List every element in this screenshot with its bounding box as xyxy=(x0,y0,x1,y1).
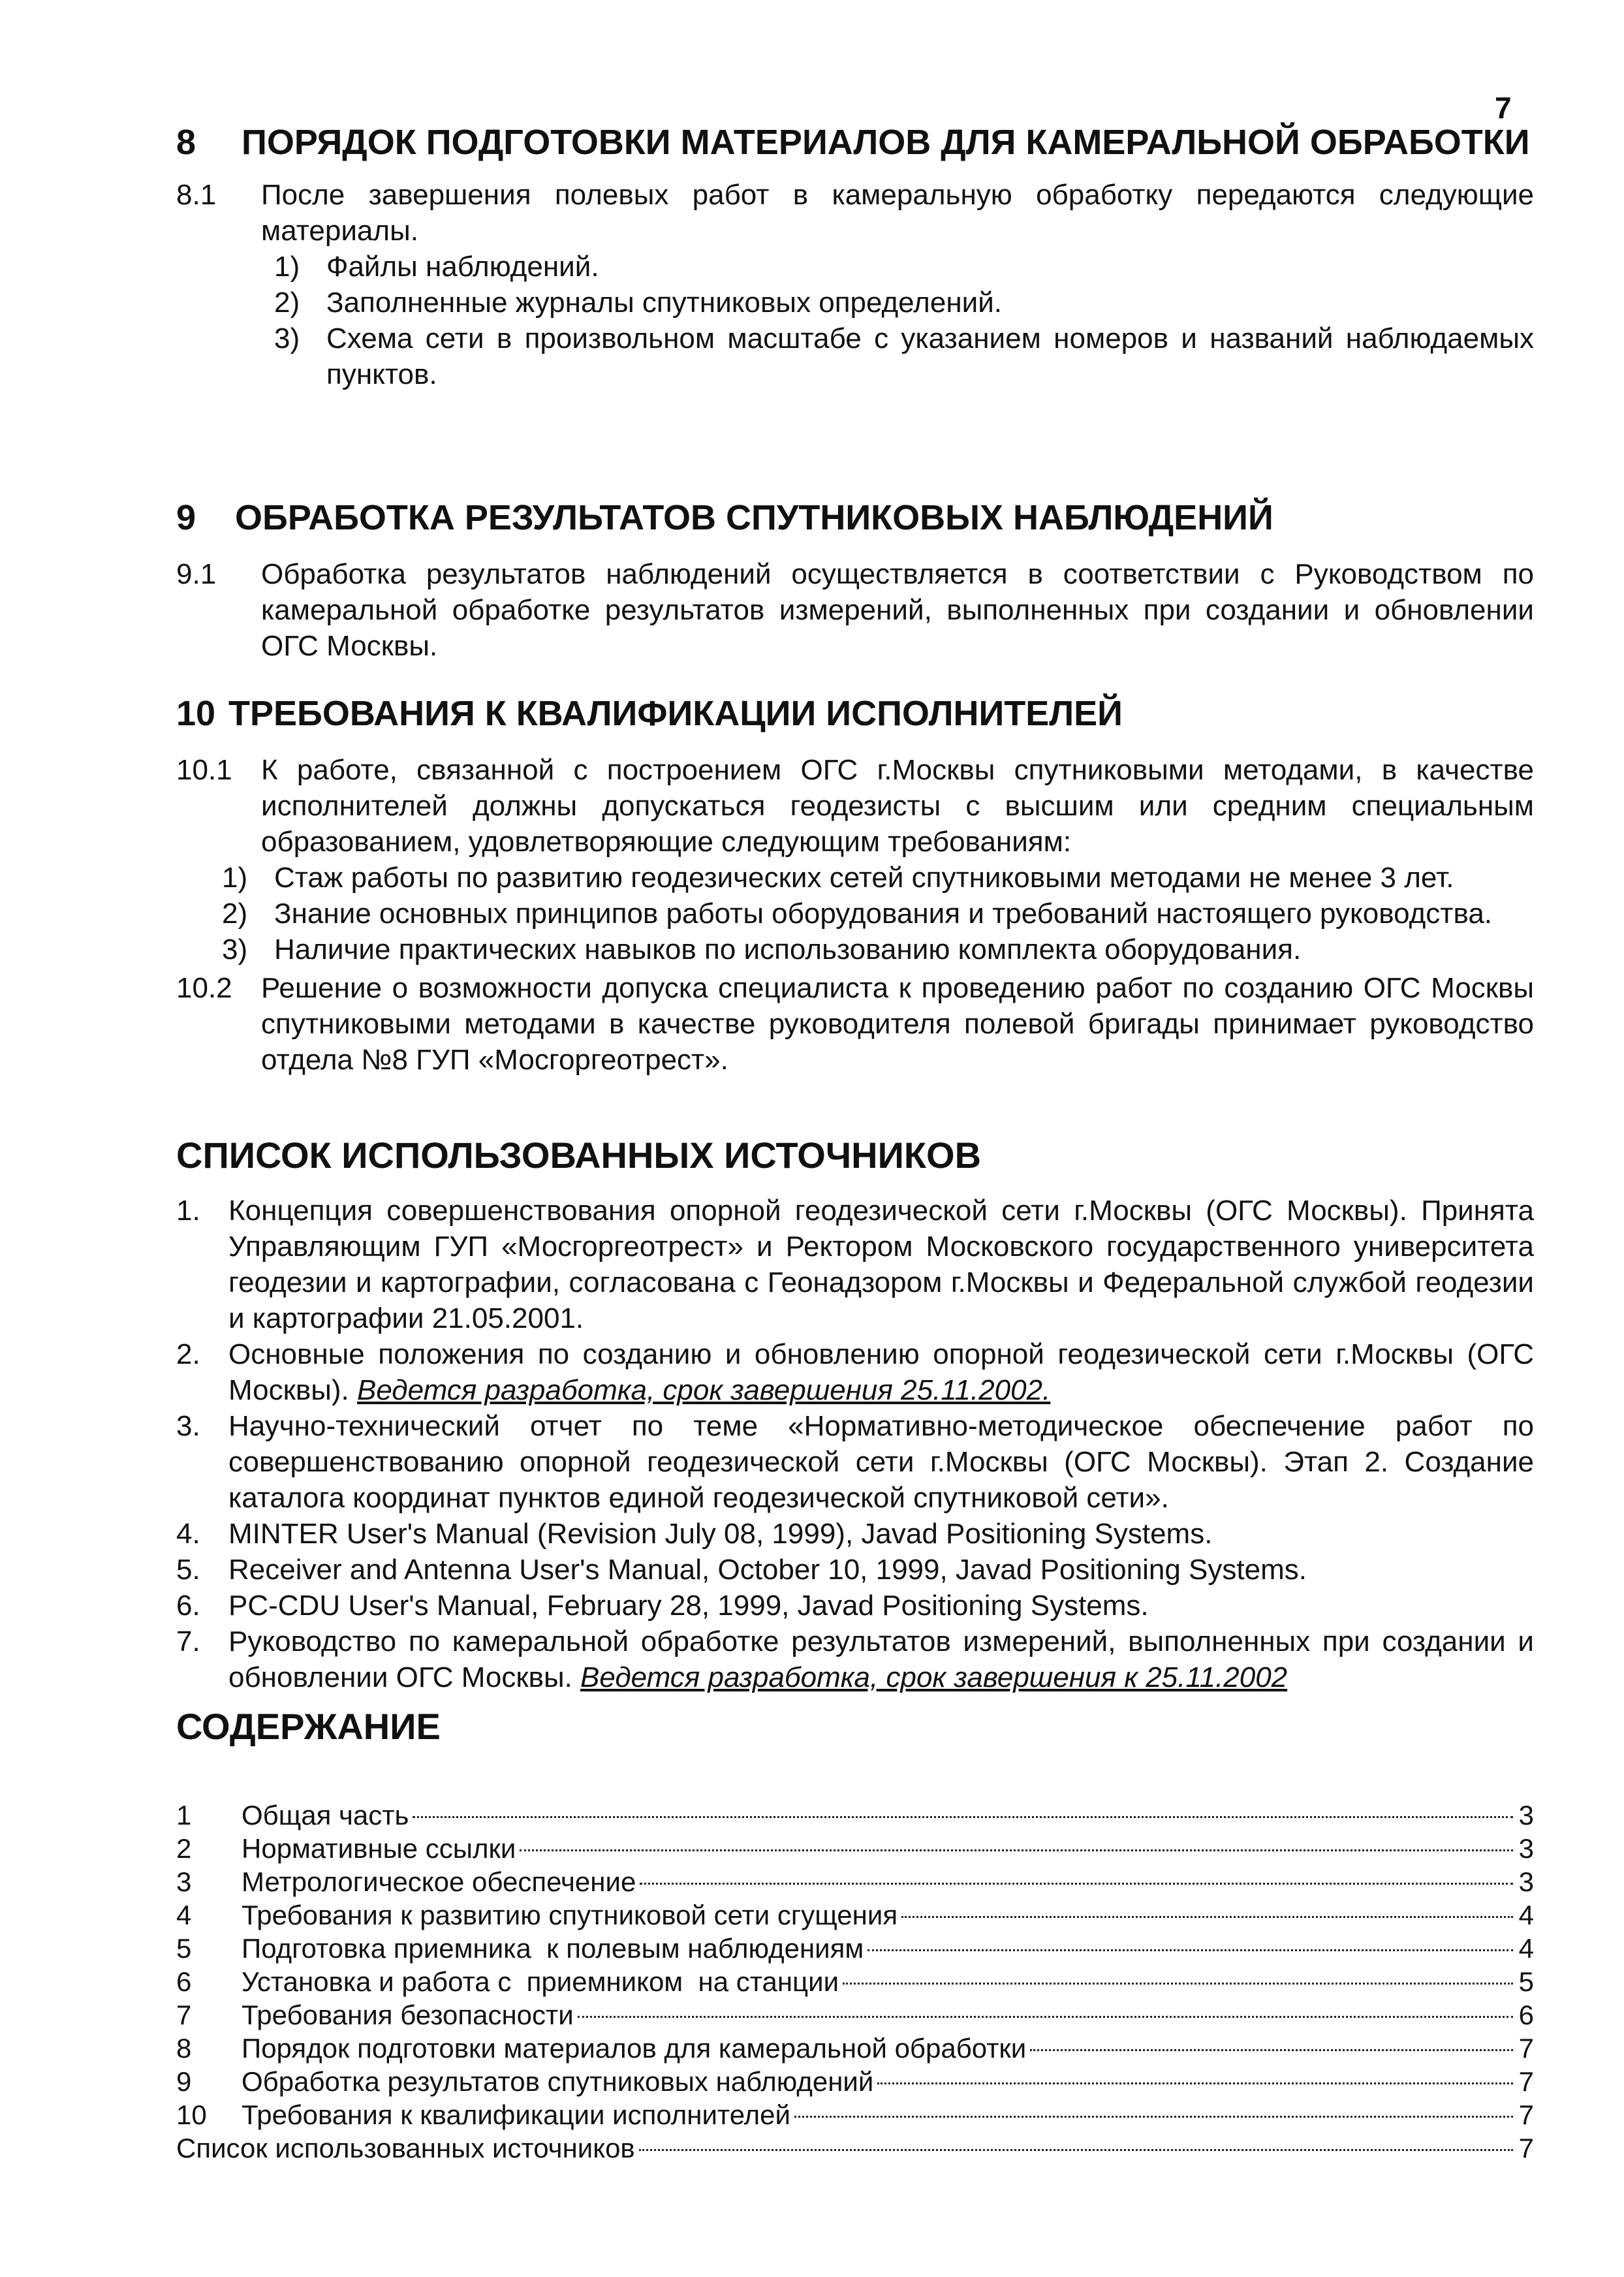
source-item xyxy=(176,1552,1534,1588)
toc-leader xyxy=(1030,2049,1513,2051)
toc-number: 1 xyxy=(176,1800,192,1830)
source-item xyxy=(176,1336,1534,1408)
toc-page: 7 xyxy=(1518,2066,1534,2097)
source-item xyxy=(176,1408,1534,1516)
paragraph-text: После завершения полевых работ в камеральную обработку передаются следующие материалы. xyxy=(261,179,1534,247)
toc-number: 9 xyxy=(176,2066,192,2097)
toc-leader xyxy=(520,1849,1513,1851)
source-number: 4. xyxy=(176,1518,200,1550)
toc-title: Подготовка приемника к полевым наблюдениям xyxy=(242,1933,864,1964)
section-number: 8 xyxy=(176,123,196,162)
section-title: ТРЕБОВАНИЯ К КВАЛИФИКАЦИИ ИСПОЛНИТЕЛЕЙ xyxy=(228,694,1123,733)
list-item-number: 2) xyxy=(274,287,300,319)
toc-leader xyxy=(843,1983,1513,1985)
source-item xyxy=(176,1588,1534,1624)
toc-page: 5 xyxy=(1518,1966,1534,1997)
section-10 xyxy=(176,692,1534,1078)
toc-page: 4 xyxy=(1518,1900,1534,1930)
materials-list xyxy=(261,249,1534,392)
paragraph-number: 10.1 xyxy=(176,754,232,786)
source-body: Концепция совершенствования опорной геодезической сети г.Москвы (ОГС Москвы). Принята Управляющим ГУП «Мосгоргеотрест» и Ректором Московского государственного университета геодезии и картографии, согласована с Геонадзором г.Москвы и Федеральной службой геодезии и картографии 21.05.2001. xyxy=(228,1195,1534,1334)
list-item-number: 1) xyxy=(274,251,300,283)
paragraph-10-2 xyxy=(176,970,1534,1078)
toc-title: Требования безопасности xyxy=(242,2000,574,2030)
list-item-text: Стаж работы по развитию геодезических сетей спутниковыми методами не менее 3 лет. xyxy=(274,862,1454,894)
toc-number: 10 xyxy=(176,2099,207,2130)
list-item-text: Наличие практических навыков по использованию комплекта оборудования. xyxy=(274,934,1302,966)
toc-entry xyxy=(176,2098,1534,2131)
toc-page: 3 xyxy=(1518,1833,1534,1864)
toc-page: 6 xyxy=(1518,2000,1534,2030)
requirements-list xyxy=(222,860,1534,967)
toc-page: 7 xyxy=(1518,2099,1534,2130)
toc-list xyxy=(176,1798,1534,2165)
section-10-heading xyxy=(176,692,1534,735)
toc-entry xyxy=(176,1932,1534,1965)
toc-leader xyxy=(901,1916,1513,1918)
toc-number: 6 xyxy=(176,1966,192,1997)
source-item xyxy=(176,1516,1534,1552)
list-item xyxy=(261,285,1534,321)
toc-heading: СОДЕРЖАНИЕ xyxy=(176,1706,441,1747)
toc-title: Метрологическое обеспечение xyxy=(242,1866,636,1897)
sources-heading: СПИСОК ИСПОЛЬЗОВАННЫХ ИСТОЧНИКОВ xyxy=(176,1135,982,1176)
list-item-text: Заполненные журналы спутниковых определений. xyxy=(326,287,1003,319)
list-item xyxy=(222,932,1534,967)
paragraph-number: 10.2 xyxy=(176,972,232,1004)
toc-section xyxy=(176,1704,1534,2165)
source-text xyxy=(228,1193,1534,1336)
toc-title: Требования к развитию спутниковой сети сгущения xyxy=(242,1900,898,1930)
paragraph-number: 8.1 xyxy=(176,179,217,211)
toc-entry xyxy=(176,2065,1534,2098)
toc-number: 2 xyxy=(176,1833,192,1864)
list-item xyxy=(261,249,1534,285)
source-text xyxy=(228,1336,1534,1408)
section-number: 9 xyxy=(176,498,196,537)
source-number: 1. xyxy=(176,1195,200,1227)
source-note: Ведется разработка, срок завершения к 25.11.2002 xyxy=(580,1661,1288,1693)
toc-entry xyxy=(176,1998,1534,2032)
paragraph-text: Обработка результатов наблюдений осуществляется в соответствии с Руководством по камеральной обработке результатов измерений, выполненных при создании и обновлении ОГС Москвы. xyxy=(261,558,1534,662)
section-8 xyxy=(176,121,1534,392)
toc-title: Список использованных источников xyxy=(176,2133,635,2163)
toc-entry xyxy=(176,2032,1534,2065)
list-item-text: Знание основных принципов работы оборудования и требований настоящего руководства. xyxy=(274,898,1493,930)
toc-leader xyxy=(640,1883,1513,1885)
source-body: Научно-технический отчет по теме «Нормативно-методическое обеспечение работ по совершенствованию опорной геодезической сети г.Москвы (ОГС Москвы). Этап 2. Создание каталога координат пунктов единой геодезической спутниковой сети». xyxy=(228,1410,1534,1514)
paragraph-8-1 xyxy=(176,177,1534,249)
source-text xyxy=(228,1516,1534,1552)
list-item-number: 2) xyxy=(222,898,248,930)
source-body: Основные положения по созданию и обновлению опорной геодезической сети г.Москвы (ОГС Москвы). xyxy=(228,1338,1534,1406)
source-number: 3. xyxy=(176,1410,200,1442)
source-number: 2. xyxy=(176,1338,200,1370)
toc-title: Требования к квалификации исполнителей xyxy=(242,2099,790,2130)
toc-number: 4 xyxy=(176,1900,192,1930)
toc-number: 8 xyxy=(176,2033,192,2064)
list-item xyxy=(222,896,1534,932)
toc-title: Общая часть xyxy=(242,1800,409,1830)
toc-title: Порядок подготовки материалов для камеральной обработки xyxy=(242,2033,1027,2064)
source-body: PC-CDU User's Manual, February 28, 1999, Javad Positioning Systems. xyxy=(228,1590,1149,1622)
toc-title: Установка и работа с приемником на станции xyxy=(242,1966,839,1997)
list-item xyxy=(261,321,1534,392)
page-number: 7 xyxy=(1495,91,1512,125)
source-body: MINTER User's Manual (Revision July 08, 1999), Javad Positioning Systems. xyxy=(228,1518,1213,1550)
source-body: Receiver and Antenna User's Manual, October 10, 1999, Javad Positioning Systems. xyxy=(228,1554,1307,1586)
toc-page: 3 xyxy=(1518,1866,1534,1897)
source-text xyxy=(228,1552,1534,1588)
toc-leader xyxy=(794,2116,1513,2118)
list-item-number: 3) xyxy=(274,322,300,354)
source-text xyxy=(228,1588,1534,1624)
toc-page: 7 xyxy=(1518,2133,1534,2163)
section-title: ПОРЯДОК ПОДГОТОВКИ МАТЕРИАЛОВ ДЛЯ КАМЕРАЛЬНОЙ ОБРАБОТКИ xyxy=(242,123,1530,162)
toc-entry xyxy=(176,1865,1534,1898)
paragraph-number: 9.1 xyxy=(176,558,217,590)
toc-leader xyxy=(578,2016,1513,2018)
paragraph-text: К работе, связанной с построением ОГС г.Москвы спутниковыми методами, в качестве исполнителей должны допускаться геодезисты с высшим или средним специальным образованием, удовлетворяющие следующим требованиям: xyxy=(261,754,1534,858)
section-8-heading xyxy=(176,121,1534,164)
toc-leader xyxy=(867,1949,1513,1951)
section-9 xyxy=(176,496,1534,664)
toc-title: Нормативные ссылки xyxy=(242,1833,516,1864)
toc-leader xyxy=(877,2082,1513,2084)
source-number: 7. xyxy=(176,1625,200,1657)
toc-title: Обработка результатов спутниковых наблюдений xyxy=(242,2066,874,2097)
paragraph-9-1 xyxy=(176,556,1534,664)
toc-leader xyxy=(413,1816,1513,1818)
toc-entry xyxy=(176,1832,1534,1865)
source-number: 5. xyxy=(176,1554,200,1586)
section-9-heading xyxy=(176,496,1534,539)
toc-number: 5 xyxy=(176,1933,192,1964)
source-number: 6. xyxy=(176,1590,200,1622)
section-number: 10 xyxy=(176,694,216,733)
sources-section xyxy=(176,1133,1534,1695)
list-item-number: 1) xyxy=(222,862,248,894)
toc-entry xyxy=(176,2131,1534,2165)
toc-page: 3 xyxy=(1518,1800,1534,1830)
source-item xyxy=(176,1193,1534,1336)
toc-number: 3 xyxy=(176,1866,192,1897)
list-item xyxy=(222,860,1534,896)
paragraph-10-1 xyxy=(176,752,1534,860)
toc-entry xyxy=(176,1798,1534,1832)
toc-page: 4 xyxy=(1518,1933,1534,1964)
list-item-number: 3) xyxy=(222,934,248,966)
toc-page: 7 xyxy=(1518,2033,1534,2064)
sources-list xyxy=(176,1193,1534,1695)
list-item-text: Схема сети в произвольном масштабе с указанием номеров и названий наблюдаемых пунктов. xyxy=(326,322,1534,390)
source-body: Руководство по камеральной обработке результатов измерений, выполненных при создании и обновлении ОГС Москвы. xyxy=(228,1625,1534,1693)
list-item-text: Файлы наблюдений. xyxy=(326,251,599,283)
paragraph-text: Решение о возможности допуска специалиста к проведению работ по созданию ОГС Москвы спутниковыми методами в качестве руководителя полевой бригады принимает руководство отдела №8 ГУП «Мосгоргеотрест». xyxy=(261,972,1534,1076)
toc-number: 7 xyxy=(176,2000,192,2030)
toc-entry xyxy=(176,1898,1534,1932)
source-text xyxy=(228,1408,1534,1516)
toc-leader xyxy=(639,2149,1513,2151)
section-title: ОБРАБОТКА РЕЗУЛЬТАТОВ СПУТНИКОВЫХ НАБЛЮДЕНИЙ xyxy=(235,498,1273,537)
source-item xyxy=(176,1624,1534,1695)
toc-entry xyxy=(176,1965,1534,1998)
source-text xyxy=(228,1624,1534,1695)
source-note: Ведется разработка, срок завершения 25.11.2002. xyxy=(356,1374,1051,1406)
